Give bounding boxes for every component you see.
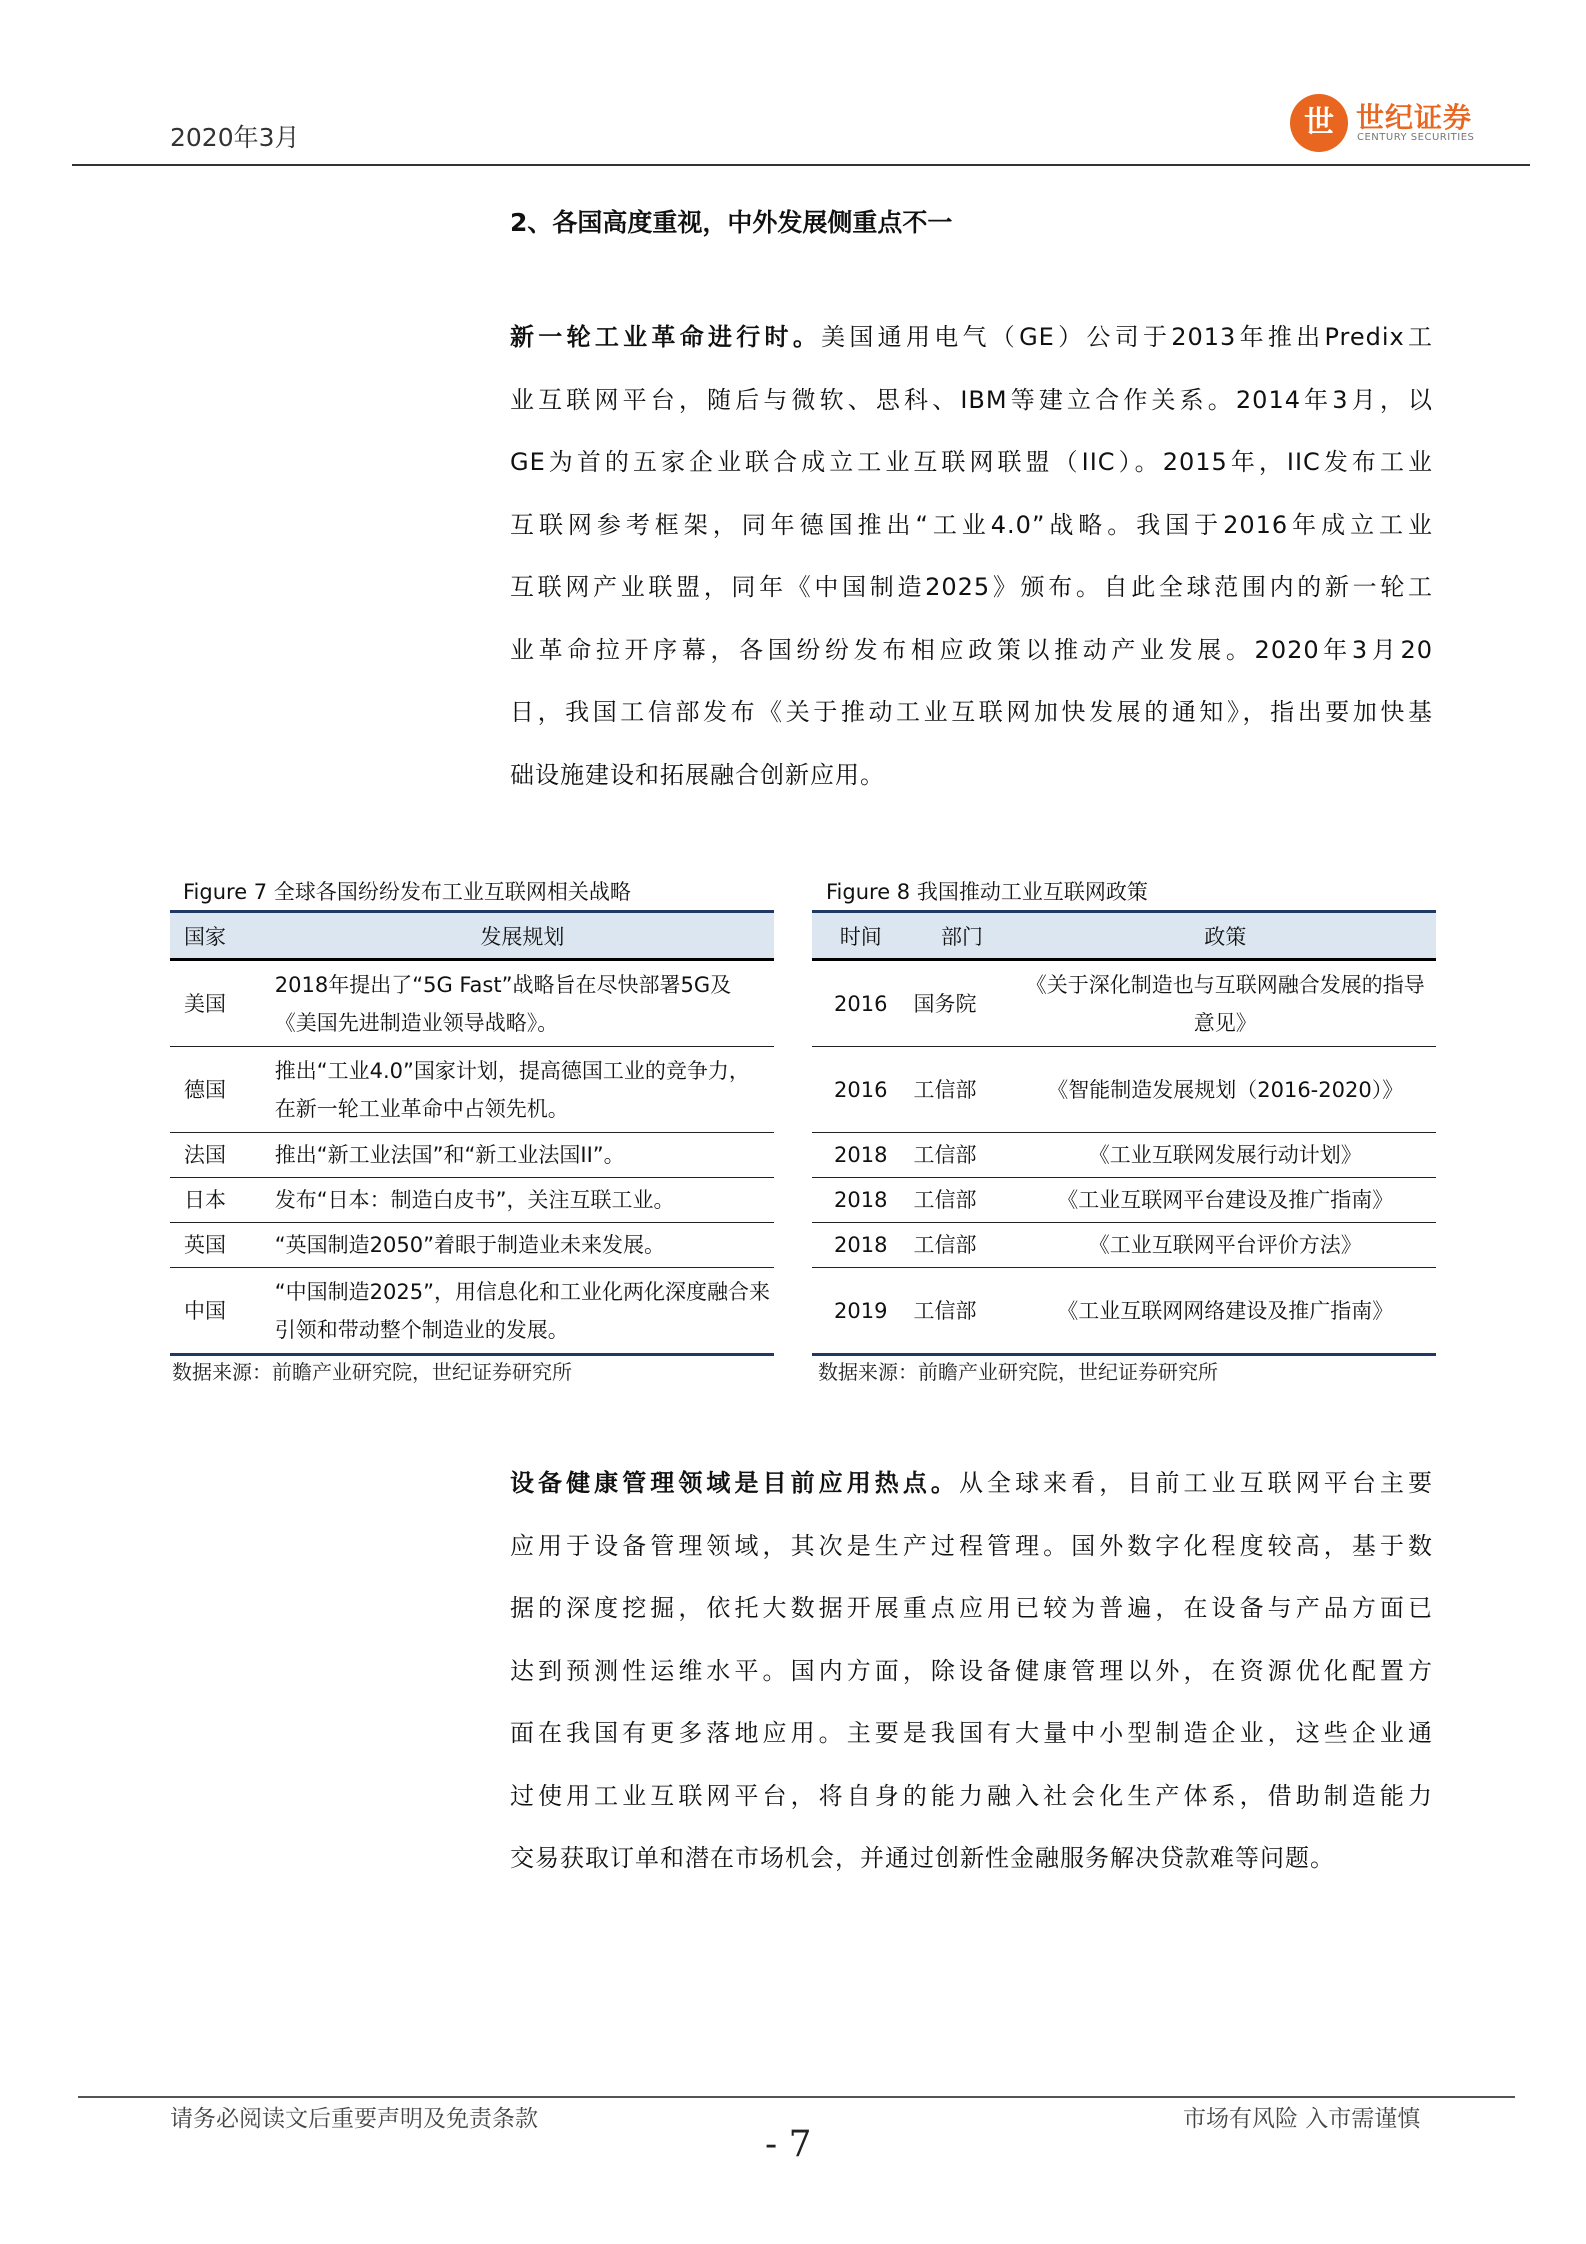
paragraph-1 (510, 306, 1433, 806)
table-row (170, 1178, 774, 1223)
paragraph-text: GE为首的五家企业联合成立工业互联网联盟（IIC）。2015年，IIC发布工业 (510, 448, 1433, 476)
logo-cn: 世纪证券 (1356, 101, 1473, 134)
report-date: 2020年3月 (170, 123, 300, 152)
table-cell: 2018 (812, 1133, 910, 1178)
figure-8-table (812, 910, 1436, 1356)
footer-disclaimer: 请务必阅读文后重要声明及免责条款 (170, 2106, 538, 2132)
table-cell: 《工业互联网平台评价方法》 (1014, 1223, 1436, 1268)
logo-en: CENTURY SECURITIES (1357, 132, 1475, 143)
paragraph-line (510, 556, 1433, 619)
paragraph-line (510, 681, 1433, 744)
table-cell: 2018 (812, 1178, 910, 1223)
table-cell: 日本 (170, 1178, 271, 1223)
paragraph-text: 互联网产业联盟，同年《中国制造2025》颁布。自此全球范围内的新一轮工 (510, 573, 1433, 601)
table-cell: 2019 (812, 1268, 910, 1355)
paragraph-line (510, 1515, 1433, 1578)
table-row (812, 1268, 1436, 1355)
table-cell: 德国 (170, 1047, 271, 1133)
table-cell: “中国制造2025”，用信息化和工业化两化深度融合来引领和带动整个制造业的发展。 (271, 1268, 774, 1355)
footer-divider (78, 2096, 1515, 2098)
paragraph-text: 美国通用电气（GE）公司于2013年推出Predix工 (821, 323, 1434, 351)
paragraph-line (510, 1452, 1433, 1515)
paragraph-text: 日，我国工信部发布《关于推动工业互联网加快发展的通知》，指出要加快基 (510, 698, 1433, 726)
table-cell: 推出“工业4.0”国家计划，提高德国工业的竞争力，在新一轮工业革命中占领先机。 (271, 1047, 774, 1133)
table-cell: 2016 (812, 1047, 910, 1133)
table-cell: 工信部 (910, 1047, 1015, 1133)
paragraph-line (510, 744, 1433, 807)
figure-7-caption: Figure 7 全球各国纷纷发布工业互联网相关战略 (183, 880, 631, 904)
column-header: 发展规划 (271, 912, 774, 960)
figure-8-source: 数据来源：前瞻产业研究院，世纪证券研究所 (818, 1360, 1218, 1384)
paragraph-text: 从全球来看，目前工业互联网平台主要 (959, 1469, 1433, 1497)
table-cell: 英国 (170, 1223, 271, 1268)
paragraph-text: 业互联网平台，随后与微软、思科、IBM等建立合作关系。2014年3月，以 (510, 385, 1433, 414)
paragraph-text: 互联网参考框架，同年德国推出“工业4.0”战略。我国于2016年成立工业 (510, 510, 1433, 539)
paragraph-text: 面在我国有更多落地应用。主要是我国有大量中小型制造企业，这些企业通 (510, 1719, 1433, 1747)
table-cell: 发布“日本：制造白皮书”，关注互联工业。 (271, 1178, 774, 1223)
column-header: 国家 (170, 912, 271, 960)
table-cell: 法国 (170, 1133, 271, 1178)
figure-7-source: 数据来源：前瞻产业研究院，世纪证券研究所 (172, 1360, 572, 1384)
table-cell: 推出“新工业法国”和“新工业法国II”。 (271, 1133, 774, 1178)
table-row (170, 960, 774, 1047)
table-cell: 工信部 (910, 1223, 1015, 1268)
logo-emblem-icon: 世 (1290, 94, 1348, 152)
paragraph-line (510, 431, 1433, 494)
table-cell: 工信部 (910, 1268, 1015, 1355)
table-row (812, 1047, 1436, 1133)
table-cell: 美国 (170, 960, 271, 1047)
paragraph-2 (510, 1452, 1433, 1890)
figure-8-caption: Figure 8 我国推动工业互联网政策 (826, 880, 1148, 904)
paragraph-line (510, 494, 1433, 557)
paragraph-line (510, 369, 1433, 432)
paragraph-line (510, 619, 1433, 682)
paragraph-text: 础设施建设和拓展融合创新应用。 (510, 760, 885, 789)
table-cell: 2018 (812, 1223, 910, 1268)
paragraph-line (510, 1827, 1433, 1890)
table-cell: 《工业互联网平台建设及推广指南》 (1014, 1178, 1436, 1223)
table-row (812, 1223, 1436, 1268)
table-cell: 2016 (812, 960, 910, 1047)
table-cell: 中国 (170, 1268, 271, 1355)
section-title: 2、各国高度重视，中外发展侧重点不一 (510, 208, 953, 237)
paragraph-text: 过使用工业互联网平台，将自身的能力融入社会化生产体系，借助制造能力 (510, 1781, 1433, 1810)
table-row (170, 1047, 774, 1133)
table-row (170, 1223, 774, 1268)
figure-7-table (170, 910, 774, 1356)
table-cell: 《工业互联网发展行动计划》 (1014, 1133, 1436, 1178)
table-cell: 《智能制造发展规划（2016-2020）》 (1014, 1047, 1436, 1133)
paragraph-lead: 设备健康管理领域是目前应用热点。 (510, 1469, 959, 1497)
table-cell: “英国制造2050”着眼于制造业未来发展。 (271, 1223, 774, 1268)
paragraph-text: 达到预测性运维水平。国内方面，除设备健康管理以外，在资源优化配置方 (510, 1656, 1433, 1685)
table-cell: 《工业互联网网络建设及推广指南》 (1014, 1268, 1436, 1355)
paragraph-lead: 新一轮工业革命进行时。 (510, 323, 822, 351)
paragraph-text: 业革命拉开序幕，各国纷纷发布相应政策以推动产业发展。2020年3月20 (510, 635, 1433, 664)
table-row (812, 960, 1436, 1047)
table-row (812, 1133, 1436, 1178)
table-row (812, 1178, 1436, 1223)
paragraph-text: 据的深度挖掘，依托大数据开展重点应用已较为普遍，在设备与产品方面已 (510, 1594, 1433, 1622)
table-cell: 工信部 (910, 1133, 1015, 1178)
table-row (170, 1268, 774, 1355)
table-cell: 《关于深化制造也与互联网融合发展的指导意见》 (1014, 960, 1436, 1047)
company-logo (1290, 92, 1490, 156)
footer-risk-warning: 市场有风险 入市需谨慎 (1183, 2106, 1421, 2132)
table-cell: 2018年提出了“5G Fast”战略旨在尽快部署5G及《美国先进制造业领导战略》。 (271, 960, 774, 1047)
paragraph-line (510, 306, 1433, 369)
column-header: 政策 (1014, 912, 1436, 960)
paragraph-text: 交易获取订单和潜在市场机会，并通过创新性金融服务解决贷款难等问题。 (510, 1844, 1335, 1872)
table-cell: 工信部 (910, 1178, 1015, 1223)
paragraph-line (510, 1577, 1433, 1640)
header-divider (72, 164, 1530, 166)
column-header: 时间 (812, 912, 910, 960)
table-row (170, 1133, 774, 1178)
table-cell: 国务院 (910, 960, 1015, 1047)
paragraph-line (510, 1702, 1433, 1765)
paragraph-line (510, 1640, 1433, 1703)
page-number: - 7 (765, 2124, 812, 2165)
paragraph-line (510, 1765, 1433, 1828)
paragraph-text: 应用于设备管理领域，其次是生产过程管理。国外数字化程度较高，基于数 (510, 1531, 1433, 1560)
column-header: 部门 (910, 912, 1015, 960)
